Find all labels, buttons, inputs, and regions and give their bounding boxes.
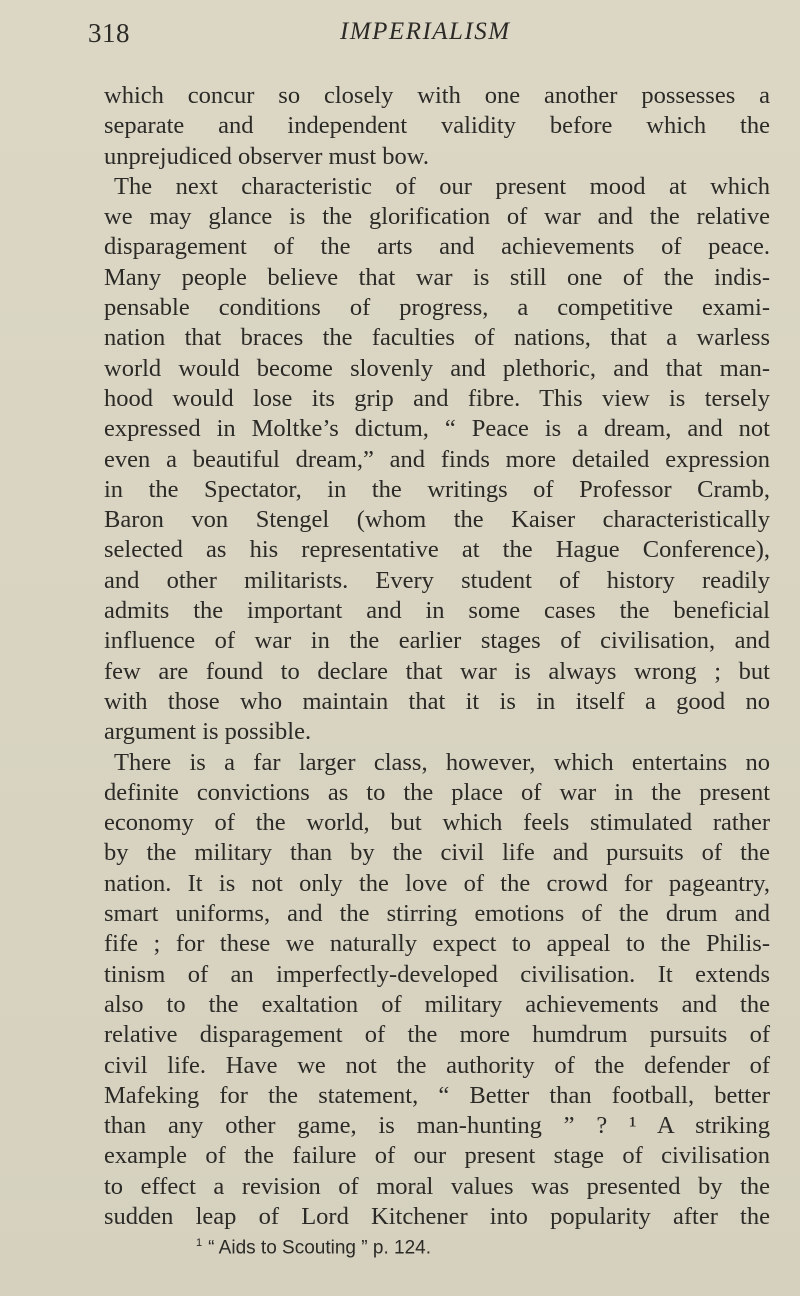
text-line: by the military than by the civil life and pursuits of the	[104, 839, 770, 867]
text-line: few are found to declare that war is always wrong ; but	[104, 657, 770, 685]
text-line: with those who maintain that it is in itself a good no	[104, 687, 770, 715]
footnote-text: “ Aids to Scouting ” p. 124.	[208, 1237, 431, 1259]
text-line: influence of war in the earlier stages of civilisation, and	[104, 627, 770, 655]
text-line: hood would lose its grip and fibre. This view is tersely	[104, 384, 770, 412]
text-line: selected as his representative at the Hague Conference),	[104, 536, 770, 564]
page-header	[0, 18, 800, 58]
text-line: unprejudiced observer must bow.	[104, 142, 429, 170]
text-line: economy of the world, but which feels stimulated rather	[104, 809, 770, 837]
footnote	[196, 1237, 431, 1259]
text-line: than any other game, is man-hunting ” ? ¹ A striking	[104, 1112, 770, 1140]
text-line: expressed in Moltke’s dictum, “ Peace is a dream, and not	[104, 415, 770, 443]
text-line: There is a far larger class, however, which entertains no	[114, 748, 770, 776]
text-line: pensable conditions of progress, a competitive exami-	[104, 294, 770, 322]
text-line: nation that braces the faculties of nations, that a warless	[104, 324, 770, 352]
text-line: separate and independent validity before which the	[104, 112, 770, 140]
text-line: Mafeking for the statement, “ Better than football, better	[104, 1081, 770, 1109]
text-line: smart uniforms, and the stirring emotions of the drum and	[104, 900, 770, 928]
text-line: fife ; for these we naturally expect to appeal to the Philis-	[104, 930, 770, 958]
text-line: also to the exaltation of military achievements and the	[104, 990, 770, 1018]
page-number: 318	[88, 18, 130, 48]
text-line: Baron von Stengel (whom the Kaiser characteristically	[104, 506, 770, 534]
text-line: which concur so closely with one another possesses a	[104, 82, 770, 109]
text-line: civil life. Have we not the authority of the defender of	[104, 1051, 770, 1079]
text-line: relative disparagement of the more humdrum pursuits of	[104, 1021, 770, 1049]
footnote-marker: 1	[196, 1237, 203, 1249]
text-line: disparagement of the arts and achievements of peace.	[104, 233, 770, 261]
running-title: IMPERIALISM	[340, 18, 511, 45]
text-line: we may glance is the glorification of war and the relative	[104, 203, 770, 231]
text-line: definite convictions as to the place of war in the present	[104, 778, 770, 806]
text-line: in the Spectator, in the writings of Professor Cramb,	[104, 475, 770, 503]
text-line: example of the failure of our present stage of civilisation	[104, 1142, 770, 1170]
text-line: admits the important and in some cases the beneficial	[104, 597, 770, 625]
text-line: The next characteristic of our present mood at which	[114, 172, 770, 200]
text-line: argument is possible.	[104, 718, 312, 746]
text-line: nation. It is not only the love of the crowd for pageantry,	[104, 869, 770, 897]
text-line: world would become slovenly and plethoric, and that man-	[104, 354, 770, 382]
text-line: to effect a revision of moral values was presented by the	[104, 1172, 770, 1200]
text-line: even a beautiful dream,” and finds more detailed expression	[104, 445, 770, 473]
body-text	[104, 81, 770, 1232]
text-line: tinism of an imperfectly-developed civilisation. It extends	[104, 960, 770, 988]
text-line: Many people believe that war is still one of the indis-	[104, 263, 770, 291]
text-line: sudden leap of Lord Kitchener into popularity after the	[104, 1202, 770, 1230]
text-line: and other militarists. Every student of history readily	[104, 566, 770, 594]
